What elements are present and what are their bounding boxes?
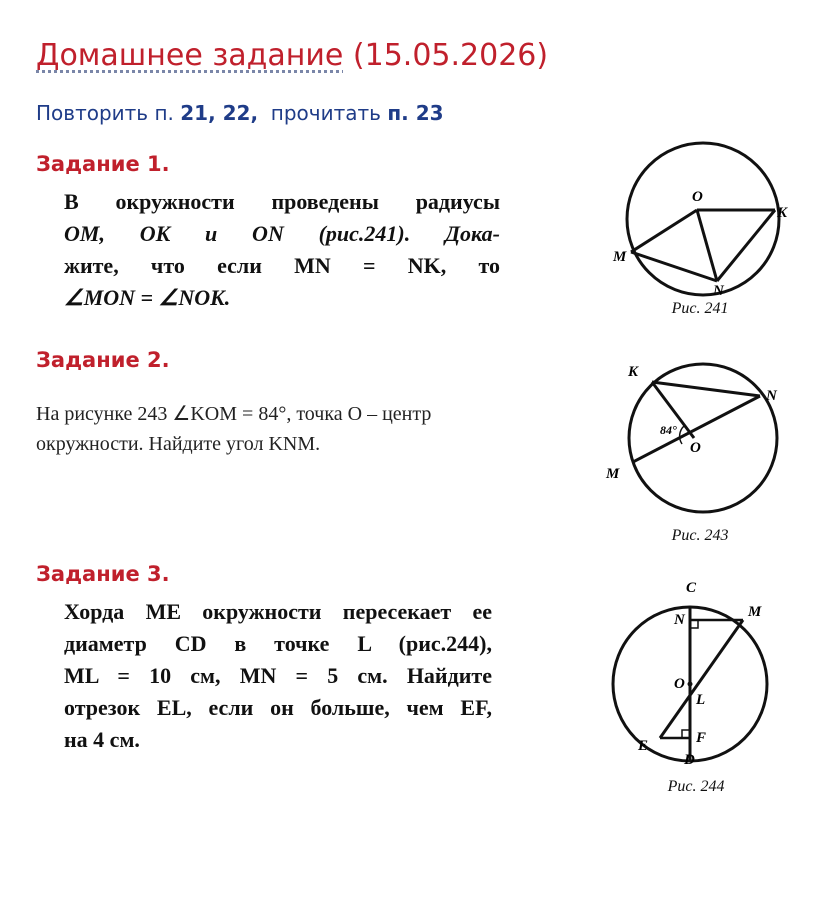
fig244-label-E: E xyxy=(638,738,649,754)
assignment-prefix: Повторить п. xyxy=(36,101,181,125)
fig244-center-point xyxy=(688,682,693,687)
task-3-text xyxy=(64,596,492,756)
task-1-line-1: В окружности проведены радиусы xyxy=(64,189,500,214)
task-3-line-5: на 4 см. xyxy=(64,727,140,752)
figure-241-caption: Рис. 241 xyxy=(671,300,729,317)
fig241-radius-ON xyxy=(697,210,717,281)
fig241-label-O: O xyxy=(692,189,703,205)
figure-244-caption: Рис. 244 xyxy=(667,778,725,795)
fig244-label-O: O xyxy=(674,676,685,692)
task-2-line-1: На рисунке 243 ∠KOM = 84°, точка О – центр xyxy=(36,403,432,425)
fig243-label-K: K xyxy=(628,364,639,380)
fig244-label-L: L xyxy=(696,692,706,708)
figure-243 xyxy=(600,358,800,528)
task-3-line-4: отрезок EL, если он больше, чем EF, xyxy=(64,695,492,720)
assignment-repeat-paragraphs: 21, 22, xyxy=(180,101,259,125)
fig241-chord-NK xyxy=(717,210,775,281)
task-2-text xyxy=(36,399,576,459)
task-2-heading: Задание 2. xyxy=(36,348,170,372)
fig241-label-N: N xyxy=(713,283,724,299)
fig244-label-M: M xyxy=(748,604,762,620)
fig243-label-N: N xyxy=(766,388,777,404)
fig241-radius-OM xyxy=(631,210,697,252)
fig241-label-M: M xyxy=(613,249,627,265)
fig243-label-84: 84° xyxy=(660,423,677,437)
fig243-chord-KN xyxy=(652,382,760,396)
task-1-text xyxy=(64,186,500,314)
fig241-label-K: K xyxy=(777,205,788,221)
fig244-label-D: D xyxy=(684,752,695,768)
task-3-line-3: ML = 10 см, MN = 5 см. Найдите xyxy=(64,663,492,688)
fig243-label-M: M xyxy=(606,466,620,482)
task-1-line-3: жите, что если MN = NK, то xyxy=(64,253,500,278)
figure-241 xyxy=(605,135,795,325)
title-main: Домашнее задание xyxy=(36,38,344,73)
fig244-label-N: N xyxy=(674,612,685,628)
task-2-line-2: окружности. Найдите угол KNM. xyxy=(36,433,321,455)
fig244-label-C: C xyxy=(686,580,697,596)
fig243-label-O: O xyxy=(690,440,701,456)
fig244-chord-ME xyxy=(660,620,743,738)
assignment-line xyxy=(36,101,444,125)
figure-243-caption: Рис. 243 xyxy=(671,527,729,544)
page-title xyxy=(36,38,548,73)
task-3-heading: Задание 3. xyxy=(36,562,170,586)
task-3-line-2: диаметр CD в точке L (рис.244), xyxy=(64,631,492,656)
task-1-line-2: OM, OK и ON (рис.241). Дока- xyxy=(64,221,500,246)
task-1-line-4: ∠MON = ∠NOK. xyxy=(64,285,231,310)
assignment-middle: прочитать xyxy=(258,101,388,125)
fig243-circle xyxy=(629,364,777,512)
title-date: (15.05.2026) xyxy=(352,38,549,73)
task-1-heading: Задание 1. xyxy=(36,152,170,176)
fig241-circle xyxy=(627,143,779,295)
fig244-label-F: F xyxy=(696,730,707,746)
assignment-read-paragraph: п. 23 xyxy=(387,101,444,125)
task-3-line-1: Хорда ME окружности пересекает ее xyxy=(64,599,492,624)
figure-244 xyxy=(608,576,794,772)
